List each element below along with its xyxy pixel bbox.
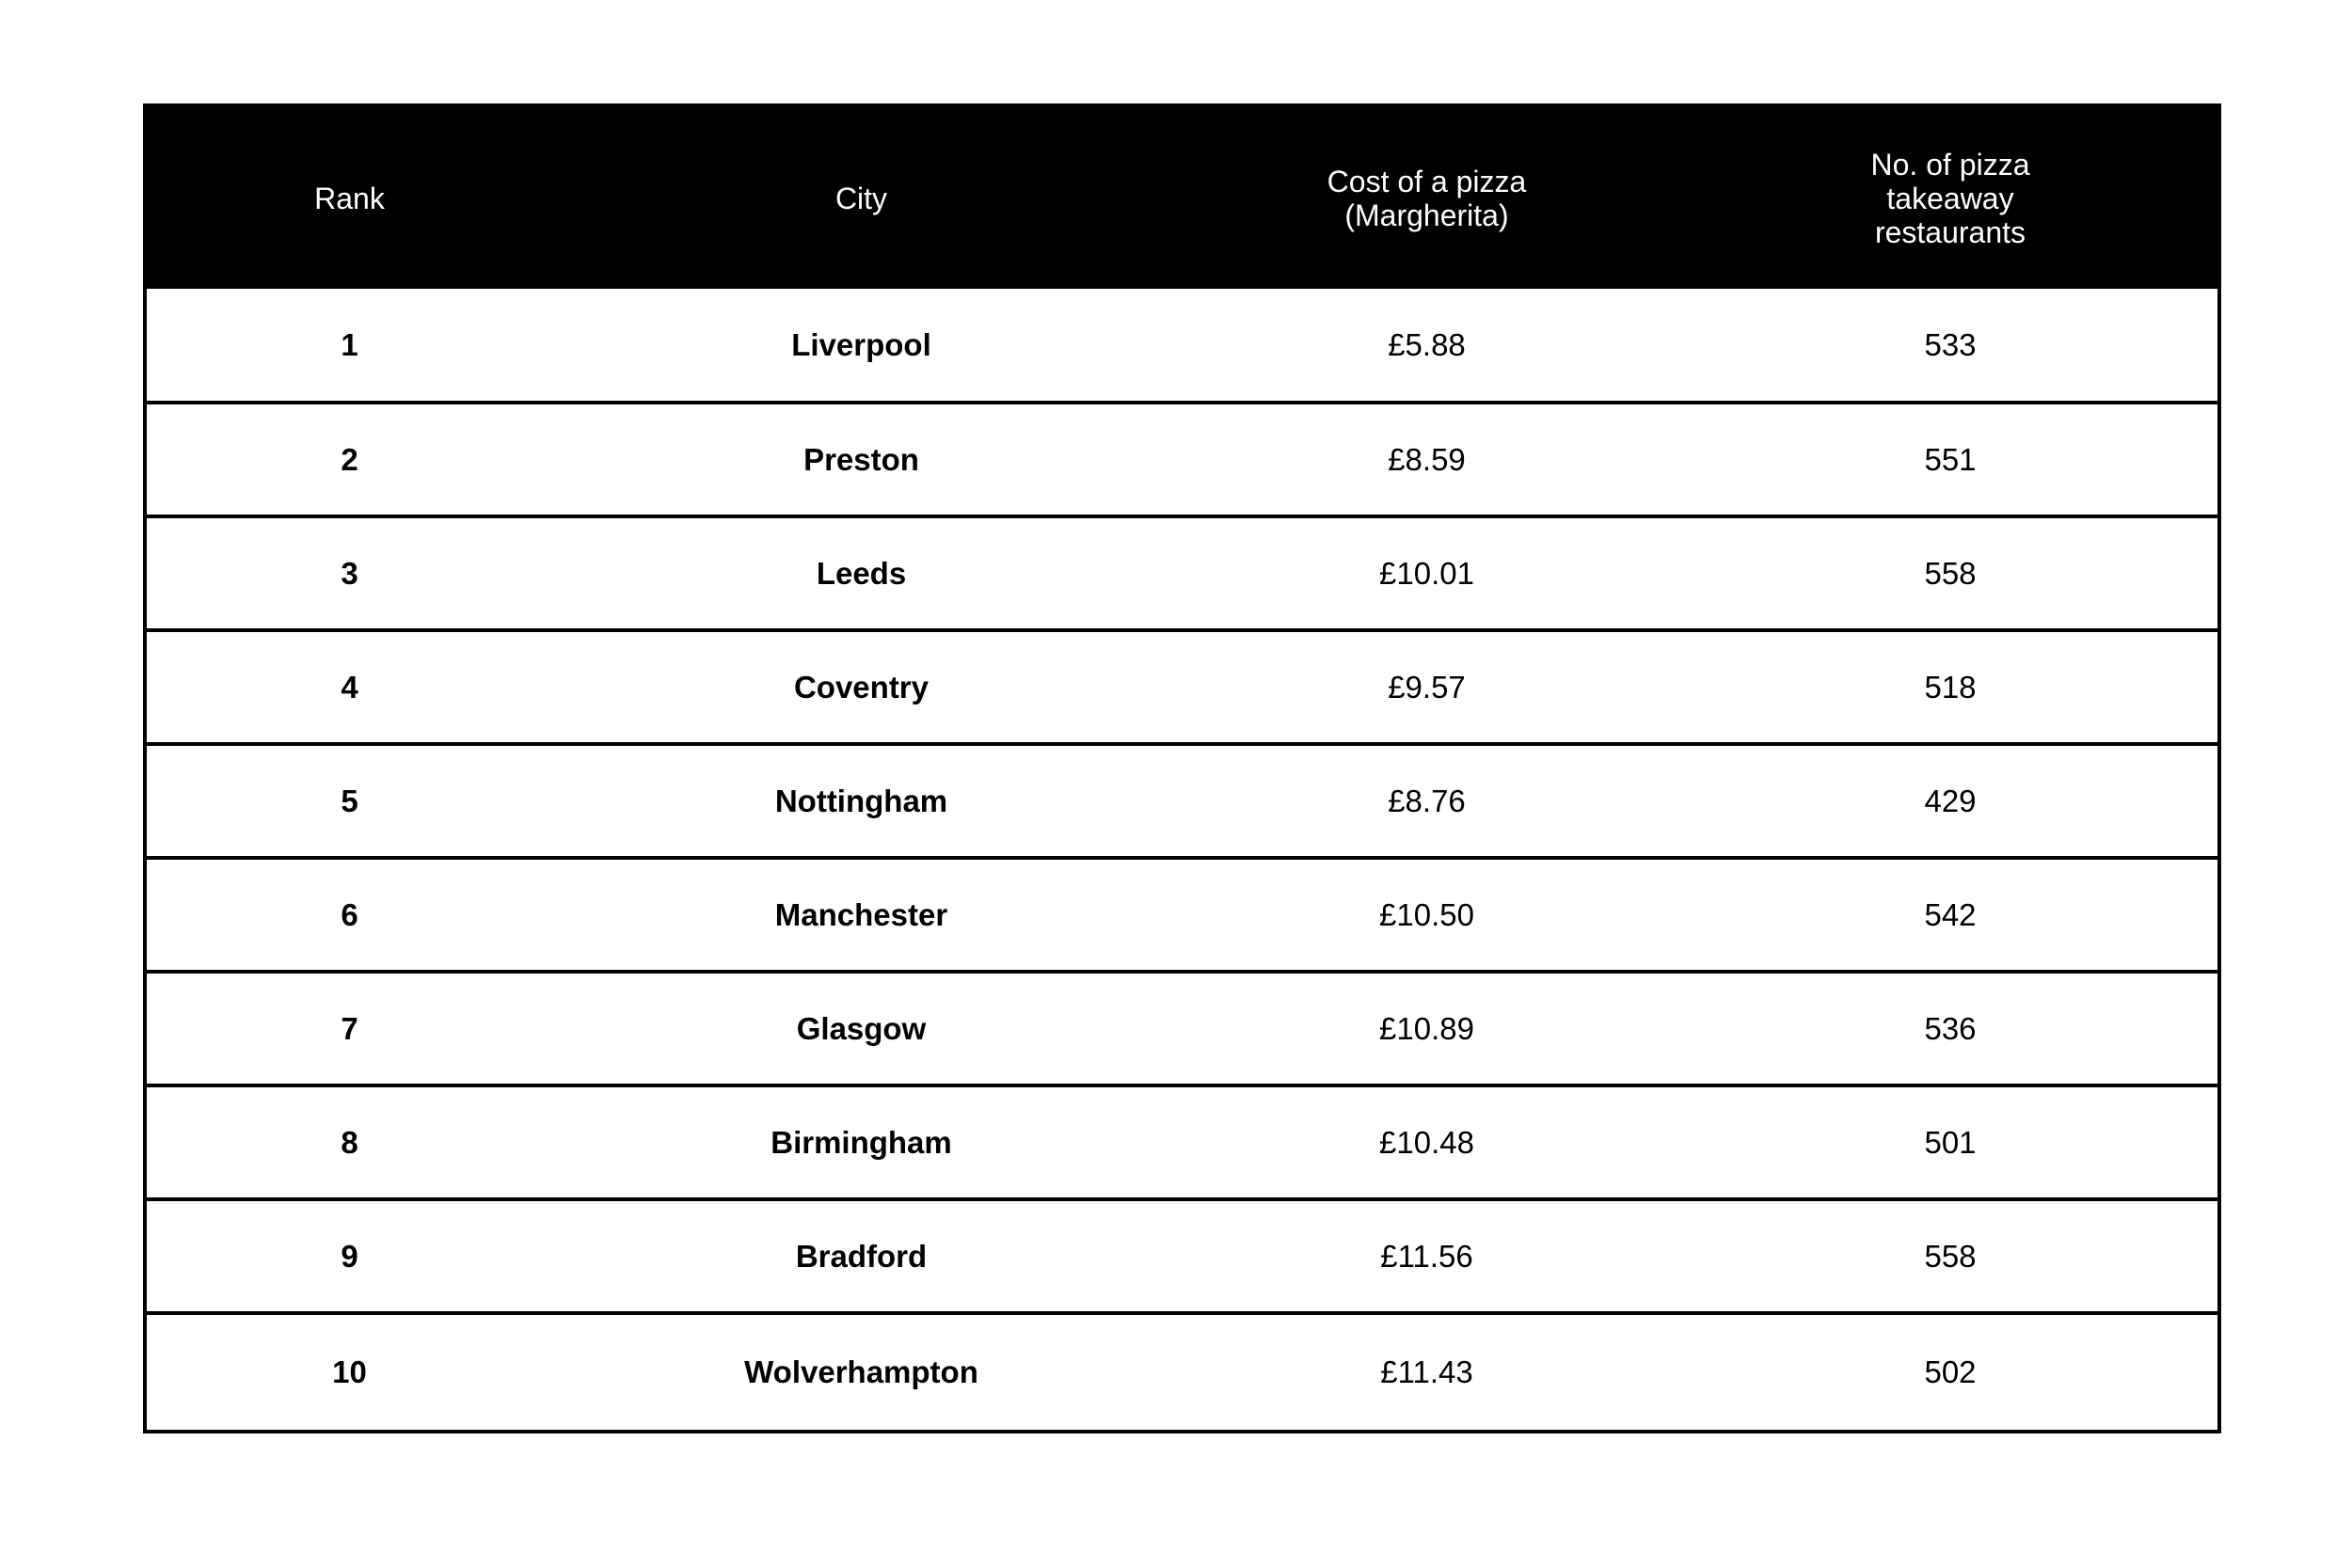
cell-city: Liverpool bbox=[791, 326, 931, 362]
cell-rank: 10 bbox=[332, 1354, 367, 1389]
cell-cost: £9.57 bbox=[1388, 669, 1466, 705]
cell-rank: 4 bbox=[341, 669, 358, 705]
header-cost: Cost of a pizza (Margherita) bbox=[1327, 164, 1527, 232]
cell-restaurants: 542 bbox=[1924, 896, 1977, 932]
cell-rank: 8 bbox=[341, 1124, 358, 1160]
cell-restaurants: 502 bbox=[1924, 1354, 1977, 1389]
cell-city: Bradford bbox=[795, 1238, 928, 1274]
cell-city: Leeds bbox=[816, 555, 907, 591]
cell-restaurants: 536 bbox=[1924, 1010, 1977, 1046]
header-rank: Rank bbox=[314, 181, 385, 215]
cell-city: Nottingham bbox=[774, 783, 948, 818]
cell-rank: 3 bbox=[341, 555, 358, 591]
cell-cost: £11.56 bbox=[1380, 1238, 1473, 1274]
table-row bbox=[147, 1085, 2217, 1199]
cell-rank: 6 bbox=[341, 896, 358, 932]
cell-rank: 7 bbox=[341, 1010, 358, 1046]
cell-city: Preston bbox=[803, 441, 919, 477]
cell-city: Birmingham bbox=[771, 1124, 952, 1160]
table-body bbox=[147, 289, 2217, 1430]
table-row bbox=[147, 744, 2217, 858]
cell-rank: 2 bbox=[341, 441, 358, 477]
cell-rank: 1 bbox=[341, 326, 358, 362]
pizza-ranking-table bbox=[143, 103, 2221, 1433]
cell-city: Coventry bbox=[793, 669, 930, 705]
table-row bbox=[147, 858, 2217, 972]
cell-restaurants: 533 bbox=[1924, 326, 1977, 362]
table-row bbox=[147, 1199, 2217, 1313]
table-row bbox=[147, 289, 2217, 403]
cell-cost: £5.88 bbox=[1388, 326, 1466, 362]
cell-cost: £8.59 bbox=[1388, 441, 1466, 477]
cell-rank: 5 bbox=[341, 783, 358, 818]
cell-restaurants: 551 bbox=[1924, 441, 1977, 477]
cell-restaurants: 429 bbox=[1924, 783, 1977, 818]
cell-city: Glasgow bbox=[796, 1010, 927, 1046]
table-row bbox=[147, 630, 2217, 744]
cell-restaurants: 558 bbox=[1924, 1238, 1977, 1274]
cell-cost: £10.89 bbox=[1379, 1010, 1474, 1046]
cell-city: Wolverhampton bbox=[744, 1354, 978, 1389]
cell-cost: £10.48 bbox=[1379, 1124, 1474, 1160]
cell-rank: 9 bbox=[341, 1238, 358, 1274]
header-city: City bbox=[834, 181, 888, 215]
header-row bbox=[147, 107, 2217, 289]
cell-restaurants: 501 bbox=[1924, 1124, 1977, 1160]
table-row bbox=[147, 403, 2217, 516]
cell-cost: £10.01 bbox=[1379, 555, 1474, 591]
ranking-table bbox=[147, 107, 2217, 1430]
header-restaurants: No. of pizza takeaway restaurants bbox=[1870, 147, 2030, 249]
table-row bbox=[147, 1313, 2217, 1430]
cell-cost: £10.50 bbox=[1379, 896, 1474, 932]
cell-city: Manchester bbox=[774, 896, 948, 932]
table-header bbox=[147, 107, 2217, 289]
cell-restaurants: 558 bbox=[1924, 555, 1977, 591]
cell-cost: £11.43 bbox=[1380, 1354, 1473, 1389]
cell-cost: £8.76 bbox=[1388, 783, 1466, 818]
table-row bbox=[147, 516, 2217, 630]
cell-restaurants: 518 bbox=[1924, 669, 1977, 705]
table-row bbox=[147, 972, 2217, 1085]
